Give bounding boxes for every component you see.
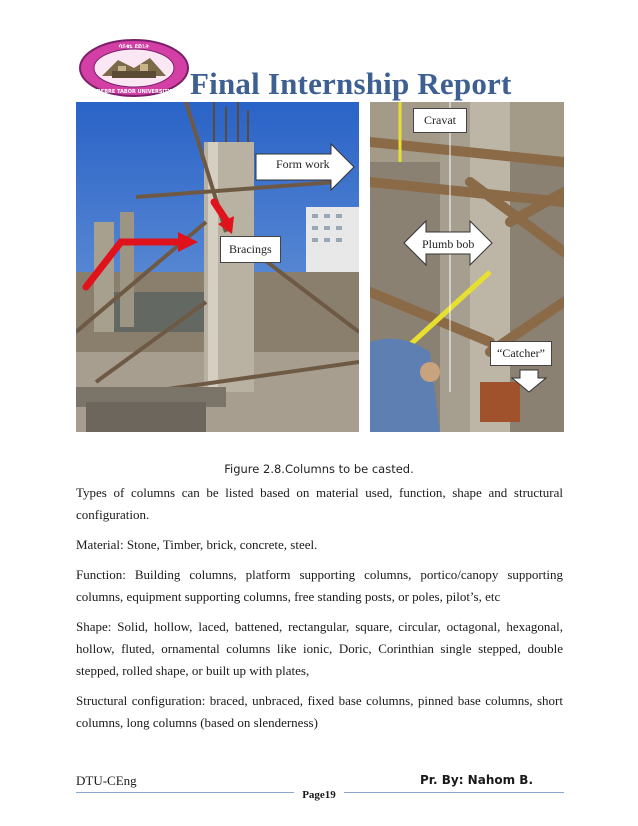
footer-page-number: Page19 xyxy=(302,789,336,801)
footer-divider-right xyxy=(344,792,564,793)
callout-cravat: Cravat xyxy=(413,108,467,133)
university-logo xyxy=(78,38,190,98)
photo-plumb-bob xyxy=(370,102,564,432)
paragraph-shape: Shape: Solid, hollow, laced, battened, rectangular, square, circular, octagonal, hexagonal, hollow, fluted, ornamental columns like ionic, Doric, Corinthian single stepped, double stepped, rolled shape, or built up with plates, xyxy=(76,619,563,678)
callout-plumb-bob: Plumb bob xyxy=(422,237,475,251)
footer-author: Pr. By: Nahom B. xyxy=(420,773,533,787)
figure-caption: Figure 2.8.Columns to be casted. xyxy=(224,462,414,476)
logo-top-text: ሳይቄኒ ደደቢት xyxy=(118,43,150,50)
paragraph-material: Material: Stone, Timber, brick, concrete, steel. xyxy=(76,537,318,552)
footer-department: DTU-CEng xyxy=(76,773,137,788)
callout-catcher: “Catcher” xyxy=(490,341,552,366)
logo-bottom-text: DEBRE TABOR UNIVERSITY xyxy=(96,89,172,95)
body-text xyxy=(76,482,563,742)
callout-bracings: Bracings xyxy=(220,236,281,263)
paragraph-structural-configuration: Structural configuration: braced, unbraced, fixed base columns, pinned base columns, short columns, long columns (based on slenderness) xyxy=(76,693,563,730)
callout-form-work: Form work xyxy=(276,157,330,171)
paragraph-function: Function: Building columns, platform supporting columns, portico/canopy supporting columns, equipment supporting columns, free standing posts, or poles, pilot’s, etc xyxy=(76,567,563,604)
photo-column-formwork xyxy=(76,102,359,432)
paragraph-types: Types of columns can be listed based on material used, function, shape and structural configuration. xyxy=(76,485,563,522)
page-title: Final Internship Report xyxy=(190,66,512,101)
